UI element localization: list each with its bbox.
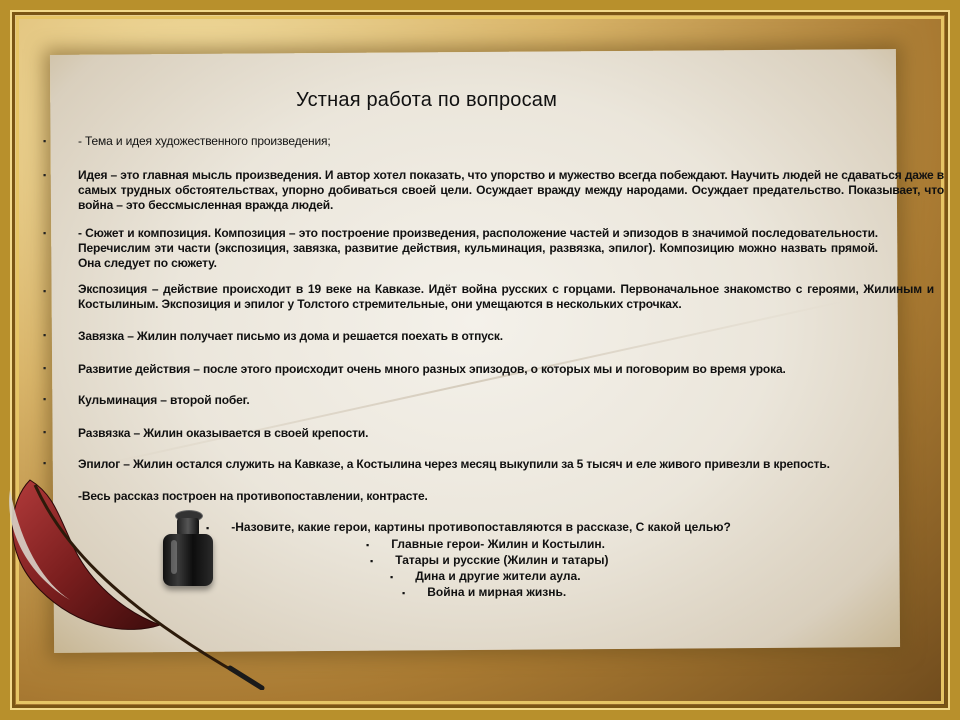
list-item-resolution: Развязка – Жилин оказывается в своей крепости.: [78, 426, 369, 440]
bullet-icon: ▪: [43, 330, 47, 340]
bullet-icon: ▪: [43, 228, 47, 238]
answer-line: [402, 585, 566, 599]
list-item-theme: - Тема и идея художественного произведения;: [78, 134, 331, 148]
bullet-icon: ▪: [43, 286, 47, 296]
bullet-icon: ▪: [402, 588, 406, 598]
answer-text: Дина и другие жители аула.: [415, 569, 581, 583]
bullet-icon: ▪: [43, 427, 47, 437]
slide-title: Устная работа по вопросам: [296, 89, 558, 111]
list-item-epilogue: Эпилог – Жилин остался служить на Кавказе, а Костылина через месяц выкупили за 5 тысяч и еле живого привезли в крепость.: [78, 457, 830, 471]
bullet-icon: ▪: [43, 363, 47, 373]
list-item-plot-start: Завязка – Жилин получает письмо из дома и решается поехать в отпуск.: [78, 329, 503, 343]
bullet-icon: ▪: [390, 572, 394, 582]
bullet-icon: ▪: [43, 170, 47, 180]
question-text: -Назовите, какие герои, картины противопоставляются в рассказе, С какой целью?: [231, 520, 731, 534]
list-item-contrast: -Весь рассказ построен на противопоставлении, контрасте.: [78, 489, 428, 503]
list-item-climax: Кульминация – второй побег.: [78, 393, 250, 407]
answer-text: Главные герои- Жилин и Костылин.: [391, 537, 606, 551]
list-item-idea: Идея – это главная мысль произведения. И автор хотел показать, что упорство и мужество всегда побеждают. Научить людей не сдаваться даже в самых трудных обстоятельствах, упорно добиваться своей цели. Осуждает вражду между народами. Осуждает предательство. Показывает, что война – это бессмысленная вражда людей.: [78, 168, 944, 212]
list-item-exposition: Экспозиция – действие происходит в 19 веке на Кавказе. Идёт война русских с горцами. Первоначальное знакомство с героями, Жилиным и Костылиным. Экспозиция и эпилог у Толстого стремительные, они умещаются в нескольких строчках.: [78, 282, 934, 311]
bullet-icon: ▪: [206, 523, 210, 533]
list-item-composition: - Сюжет и композиция. Композиция – это построение произведения, расположение частей и эпизодов в значимой последовательности. Перечислим эти части (экспозиция, завязка, развитие действия, кульминация, развязка, эпилог). Композицию можно назвать прямой. Она следует по сюжету.: [78, 226, 878, 270]
answer-line: [370, 553, 609, 567]
bullet-icon: ▪: [43, 458, 47, 468]
answer-line: [390, 569, 581, 583]
bullet-icon: ▪: [43, 394, 47, 404]
bullet-icon: ▪: [366, 540, 370, 550]
question-line: [206, 520, 731, 534]
bullet-icon: ▪: [370, 556, 374, 566]
answer-line: [366, 537, 605, 551]
quill-feather-icon: [0, 460, 280, 690]
list-item-development: Развитие действия – после этого происходит очень много разных эпизодов, о которых мы и поговорим во время урока.: [78, 362, 786, 376]
answer-text: Татары и русские (Жилин и татары): [395, 553, 609, 567]
answer-text: Война и мирная жизнь.: [427, 585, 567, 599]
bullet-icon: ▪: [43, 136, 47, 146]
